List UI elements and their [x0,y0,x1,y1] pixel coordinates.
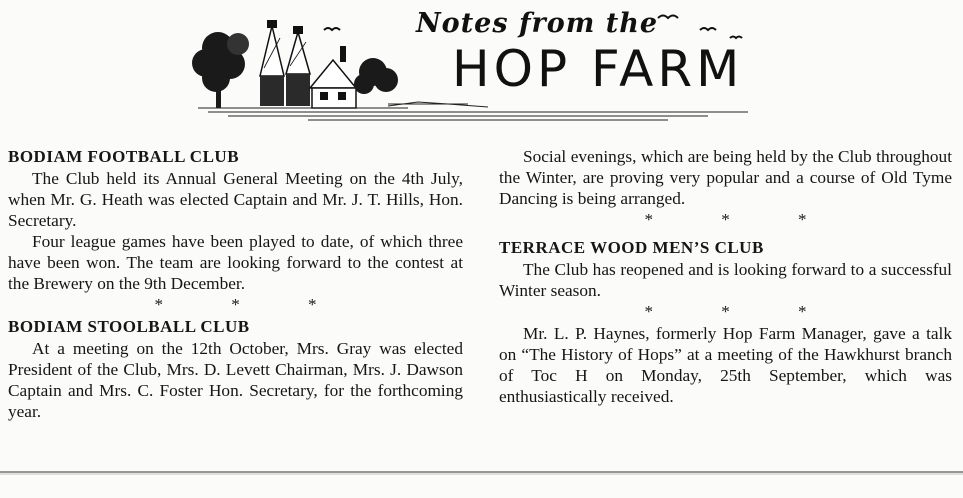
farmhouse-icon [310,46,356,108]
article-heading: BODIAM FOOTBALL CLUB [8,147,240,166]
masthead [0,0,963,130]
article-paragraph: Four league games have been played to date, of which three have been won. The team are looking forward to the contest at the Brewery on the 9th December. [8,232,463,293]
bottom-rule [0,470,963,476]
oast-cones-icon [260,20,310,106]
article-bodiam-football [8,146,463,294]
article-social-evenings [499,146,952,209]
article-paragraph: Mr. L. P. Haynes, formerly Hop Farm Manager, gave a talk on “The History of Hops” at a meeting of the Hawkhurst branch of Toc H on Monday, 25th September, which was enthusiastically received. [499,324,952,406]
article-paragraph: At a meeting on the 12th October, Mrs. Gray was elected President of the Club, Mrs. D. Levett Chairman, Mrs. J. Dawson Captain and Mrs. C. Foster Hon. Secretary, for the forthcoming year. [8,339,463,421]
masthead-script-title: Notes from the [416,8,659,39]
article-bodiam-stoolball [8,316,463,422]
article-heading: TERRACE WOOD MEN’S CLUB [499,238,764,257]
left-column [8,146,463,422]
article-haynes-talk [499,323,952,407]
masthead-main-title: HOP FARM [452,40,744,98]
section-separator: * * * [644,302,839,321]
tree-left-icon [192,32,249,108]
article-paragraph: The Club held its Annual General Meeting on the 4th July, when Mr. G. Heath was elected Captain and Mr. J. T. Hills, Hon. Secretary. [8,169,463,230]
article-paragraph: Social evenings, which are being held by the Club throughout the Winter, are proving very popular and a course of Old Tyme Dancing is being arranged. [499,147,952,208]
tree-right-icon [354,58,398,94]
article-paragraph: The Club has reopened and is looking forward to a successful Winter season. [499,260,952,300]
section-separator: * * * [154,295,349,314]
right-column [499,146,952,407]
article-heading: BODIAM STOOLBALL CLUB [8,317,250,336]
section-separator: * * * [644,210,839,229]
article-terrace-wood [499,237,952,301]
